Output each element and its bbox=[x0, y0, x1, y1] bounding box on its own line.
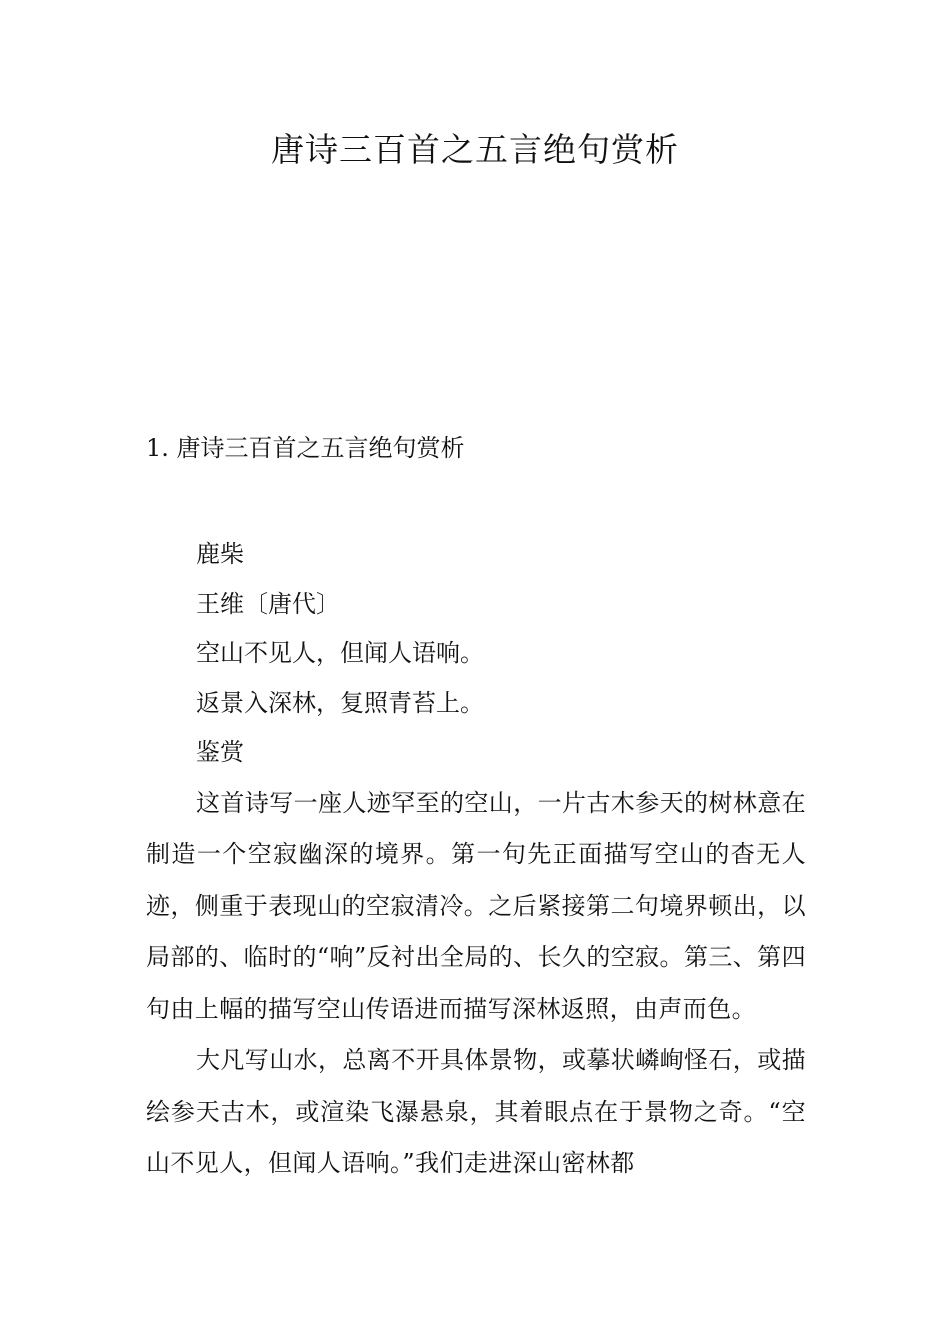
poem-line: 空山不见人，但闻人语响。 bbox=[196, 639, 484, 667]
document-title: 唐诗三百首之五言绝句赏析 bbox=[271, 130, 679, 169]
poem-line: 返景入深林，复照青苔上。 bbox=[196, 688, 484, 717]
poem-author: 王维〔唐代〕 bbox=[196, 589, 340, 618]
appreciation-label: 鉴赏 bbox=[196, 738, 244, 766]
document-body bbox=[146, 530, 806, 1190]
section-heading: 1. 唐诗三百首之五言绝句赏析 bbox=[146, 434, 465, 462]
appreciation-paragraph: 大凡写山水，总离不开具体景物，或摹状嶙峋怪石，或描绘参天古木，或渲染飞瀑悬泉，其着眼点在于景物之奇。“空山不见人，但闻人语响。”我们走进深山密林都 bbox=[146, 1046, 806, 1177]
appreciation-paragraph: 这首诗写一座人迹罕至的空山，一片古木参天的树林意在制造一个空寂幽深的境界。第一句先正面描写空山的杳无人迹，侧重于表现山的空寂清冷。之后紧接第二句境界顿出，以局部的、临时的“响”反衬出全局的、长久的空寂。第三、第四句由上幅的描写空山传语进而描写深林返照，由声而色。 bbox=[146, 788, 806, 1023]
poem-title: 鹿柴 bbox=[196, 540, 244, 568]
